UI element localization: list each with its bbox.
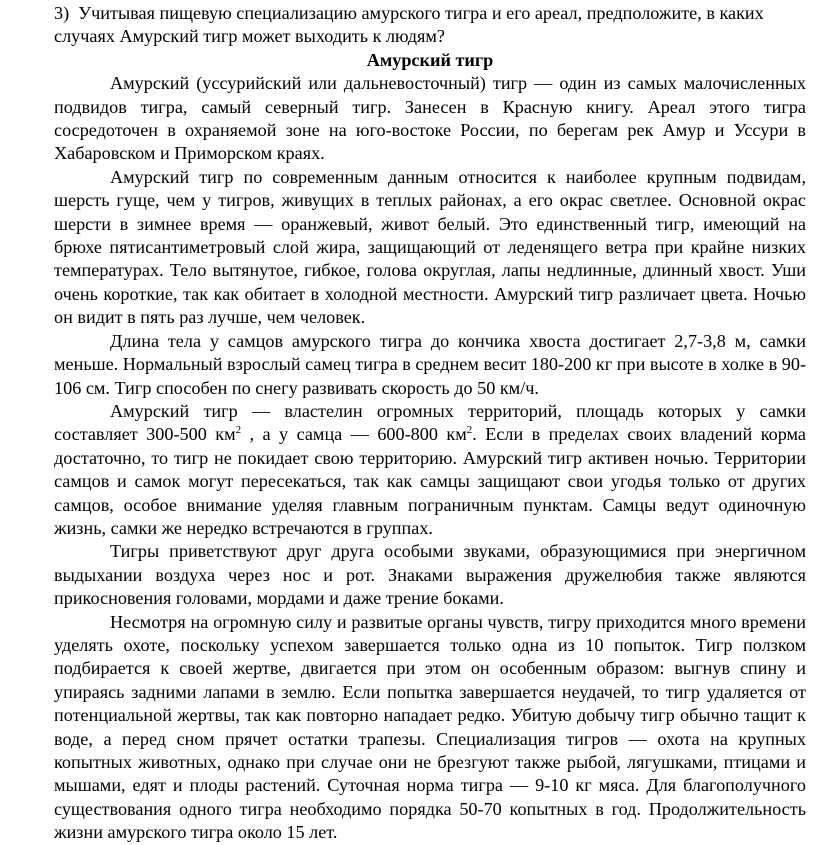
paragraph-territory	[54, 400, 806, 540]
paragraph-communication: Тигры приветствуют друг друга особыми звуками, образующимися при энергичном выдыхании воздуха через нос и рот. Знаками выражения дружелюбия также являются прикосновения головами, мордами и даже трение боками.	[54, 541, 806, 609]
article-title: Амурский тигр	[366, 49, 494, 70]
superscript-squared: 2	[466, 424, 473, 437]
paragraph-intro: Амурский (уссурийский или дальневосточный) тигр — один из самых малочисленных подвидов тигра, самый северный тигр. Занесен в Красную книгу. Ареал этого тигра сосредоточен в охраняемой зоне на юго-востоке России, по берегам рек Амур и Уссури в Хабаровском и Приморском краях.	[54, 73, 806, 164]
question	[54, 2, 806, 49]
superscript-squared: 2	[235, 424, 242, 437]
territory-text-1: Амурский тигр — властелин огромных территорий, площадь которых у самки составляет 300-500 км	[54, 400, 806, 445]
question-number: 3)	[54, 3, 70, 23]
paragraph-appearance: Амурский тигр по современным данным относится к наиболее крупным подвидам, шерсть гуще, чем у тигров, живущих в теплых районах, а его окрас светлее. Основной окрас шерсти в зимнее время — оранжевый, живот белый. Это единственный тигр, имеющий на брюхе пятисантиметровый слой жира, защищающий от леденящего ветра при крайне низких температурах. Тело вытянутое, гибкое, голова округлая, лапы недлинные, длинный хвост. Уши очень короткие, так как обитает в холодной местности. Амурский тигр различает цвета. Ночью он видит в пять раз лучше, чем человек.	[54, 166, 806, 328]
territory-text-3: . Если в пределах своих владений корма достаточно, то тигр не покидает свою территорию. Амурский тигр активен ночью. Территории самцов и самок могут пересекаться, так как самцы защищают свои угодья только от других самцов, особое внимание уделяя главным пограничным пунктам. Самцы ведут одиночную жизнь, самки же нередко встречаются в группах.	[54, 424, 806, 538]
question-text: Учитывая пищевую специализацию амурского тигра и его ареал, предположите, в каких случаях Амурский тигр может выходить к людям?	[54, 3, 764, 47]
paragraph-hunting: Несмотря на огромную силу и развитые органы чувств, тигру приходится много времени уделять охоте, поскольку успехом завершается только одна из 10 попыток. Тигр ползком подбирается к своей жертве, двигается при этом он особенным образом: выгнув спину и упираясь задними лапами в землю. Если попытка завершается неудачей, то тигр удаляется от потенциальной жертвы, так как повторно нападает редко. Убитую добычу тигр обычно тащит к воде, а перед сном прячет остатки трапезы. Специализация тигров — охота на крупных копытных животных, однако при случае они не брезгуют также рыбой, лягушками, птицами и мышами, едят и плоды растений. Суточная норма тигра — 9-10 кг мяса. Для благополучного существования одного тигра необходимо порядка 50-70 копытных в год. Продолжительность жизни амурского тигра около 15 лет.	[54, 611, 806, 843]
territory-text-2: , а у самца — 600-800 км	[241, 424, 467, 445]
paragraph-size: Длина тела у самцов амурского тигра до кончика хвоста достигает 2,7-3,8 м, самки меньше. Нормальный взрослый самец тигра в среднем весит 180-200 кг при высоте в холке в 90-106 см. Тигр способен по снегу развивать скорость до 50 км/ч.	[54, 330, 807, 398]
